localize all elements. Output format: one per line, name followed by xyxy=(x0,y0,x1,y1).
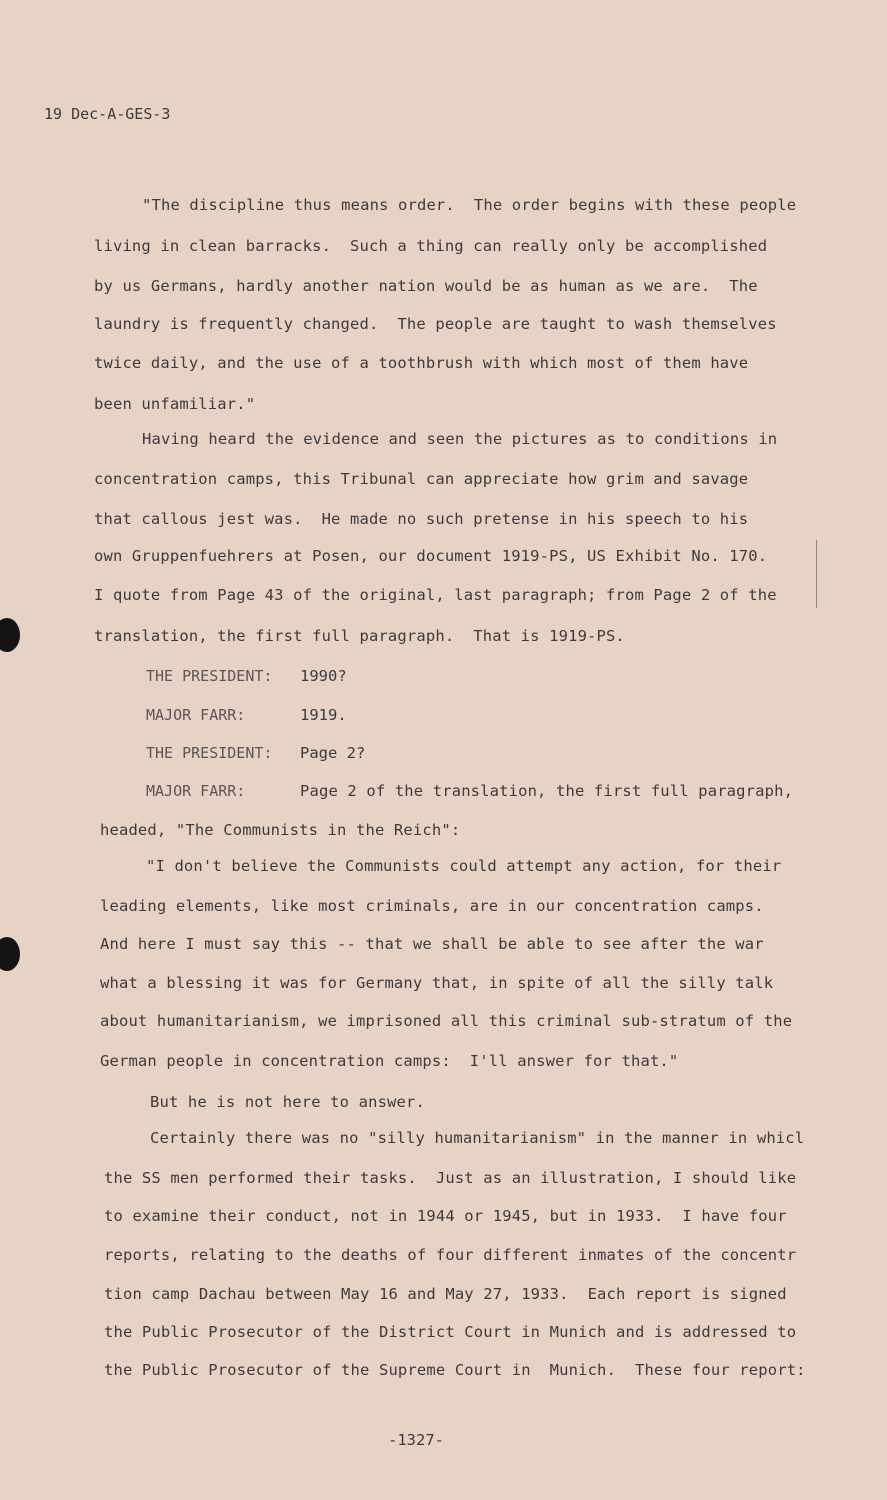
text-line: concentration camps, this Tribunal can appreciate how grim and savage xyxy=(94,470,749,488)
margin-mark xyxy=(816,540,817,608)
text-line: tion camp Dachau between May 16 and May 27, 1933. Each report is signed xyxy=(104,1285,787,1303)
text-line: the Public Prosecutor of the Supreme Court in Munich. These four report: xyxy=(104,1361,806,1379)
text-line: about humanitarianism, we imprisoned all this criminal sub-stratum of the xyxy=(100,1012,793,1030)
text-line: I quote from Page 43 of the original, last paragraph; from Page 2 of the xyxy=(94,586,777,604)
page-number: -1327- xyxy=(388,1431,444,1449)
text-line: Certainly there was no "silly humanitarianism" in the manner in whicl xyxy=(150,1129,805,1147)
speaker-label: MAJOR FARR: xyxy=(146,782,246,800)
text-line: Having heard the evidence and seen the pictures as to conditions in xyxy=(142,430,778,448)
binder-hole xyxy=(0,618,20,652)
speaker-text: 1990? xyxy=(300,667,347,685)
text-line: to examine their conduct, not in 1944 or 1945, but in 1933. I have four xyxy=(104,1207,787,1225)
text-line: twice daily, and the use of a toothbrush with which most of them have xyxy=(94,354,749,372)
text-line: what a blessing it was for Germany that, in spite of all the silly talk xyxy=(100,974,774,992)
speaker-label: THE PRESIDENT: xyxy=(146,667,273,685)
text-line: But he is not here to answer. xyxy=(150,1093,425,1111)
binder-hole xyxy=(0,937,20,971)
text-line: been unfamiliar." xyxy=(94,395,256,413)
speaker-label: MAJOR FARR: xyxy=(146,706,246,724)
text-line: headed, "The Communists in the Reich": xyxy=(100,821,461,839)
text-line: laundry is frequently changed. The people are taught to wash themselves xyxy=(94,315,777,333)
text-line: Page 2 of the translation, the first full paragraph, xyxy=(300,782,794,800)
text-line: that callous jest was. He made no such pretense in his speech to his xyxy=(94,510,749,528)
text-line: own Gruppenfuehrers at Posen, our document 1919-PS, US Exhibit No. 170. xyxy=(94,547,768,565)
document-header-id: 19 Dec-A-GES-3 xyxy=(44,105,171,123)
text-line: the Public Prosecutor of the District Court in Munich and is addressed to xyxy=(104,1323,797,1341)
text-line: German people in concentration camps: I'll answer for that." xyxy=(100,1052,679,1070)
text-line: reports, relating to the deaths of four different inmates of the concentr xyxy=(104,1246,797,1264)
text-line: the SS men performed their tasks. Just as an illustration, I should like xyxy=(104,1169,797,1187)
text-line: "I don't believe the Communists could attempt any action, for their xyxy=(146,857,782,875)
text-line: by us Germans, hardly another nation would be as human as we are. The xyxy=(94,277,758,295)
text-line: "The discipline thus means order. The order begins with these people xyxy=(142,196,797,214)
speaker-text: Page 2? xyxy=(300,744,366,762)
text-line: leading elements, like most criminals, are in our concentration camps. xyxy=(100,897,764,915)
speaker-label: THE PRESIDENT: xyxy=(146,744,273,762)
text-line: And here I must say this -- that we shall be able to see after the war xyxy=(100,935,764,953)
speaker-text: 1919. xyxy=(300,706,347,724)
text-line: living in clean barracks. Such a thing can really only be accomplished xyxy=(94,237,768,255)
text-line: translation, the first full paragraph. That is 1919-PS. xyxy=(94,627,625,645)
